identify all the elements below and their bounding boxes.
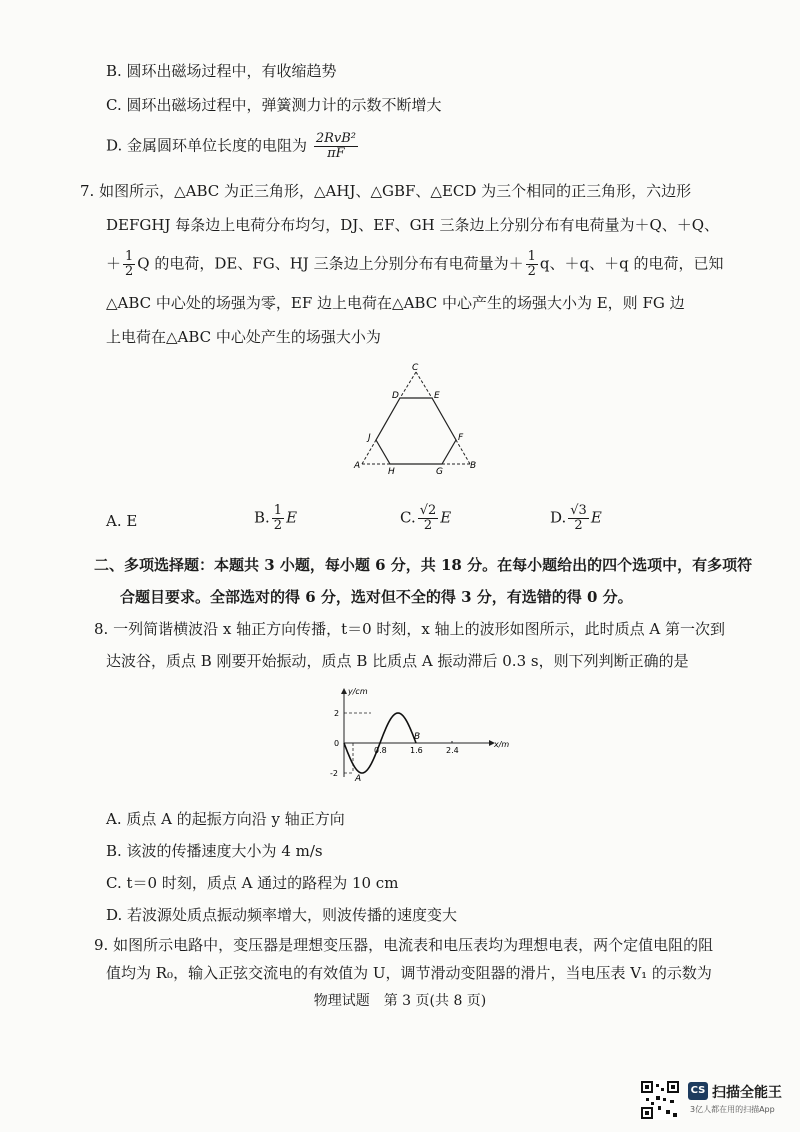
dash-bf: [456, 440, 470, 464]
fraction-denominator: πF: [327, 146, 345, 161]
section-2-heading-line-2: 合题目要求。全部选对的得 6 分，选对但不全的得 3 分，有选错的得 0 分。: [120, 588, 633, 606]
label-f: F: [458, 433, 464, 443]
dash-aj: [362, 440, 376, 464]
q6-option-b: B. 圆环出磁场过程中，有收缩趋势: [106, 62, 337, 80]
q7-option-d-suffix: E: [590, 508, 602, 527]
q7-triangle-figure: [350, 360, 490, 480]
camscanner-logo-icon: CS: [688, 1082, 708, 1100]
label-d: D: [392, 391, 399, 401]
q7-option-b-fraction: [272, 504, 284, 533]
fraction-numerator: 1: [273, 503, 283, 518]
q7-line-1: 7. 如图所示，△ABC 为正三角形，△AHJ、△GBF、△ECD 为三个相同的正三角形，六边形: [80, 182, 692, 200]
x-tick-2-4: 2.4: [446, 746, 459, 755]
q7-option-d-label: D.: [550, 508, 567, 527]
hexagon-defghj: [376, 398, 456, 464]
q7-line-3-a: ＋: [106, 254, 122, 273]
q8-option-c: C. t＝0 时刻，质点 A 通过的路程为 10 cm: [106, 874, 399, 892]
q7-half-fraction-2: [526, 250, 538, 279]
q7-option-c-suffix: E: [440, 508, 452, 527]
fraction-numerator: 2RvB²: [315, 131, 356, 146]
q7-line-3: [106, 250, 723, 279]
q6-option-d-text: D. 金属圆环单位长度的电阻为: [106, 136, 308, 155]
q7-option-c-label: C.: [400, 508, 416, 527]
q7-line-3-c: q、＋q、＋q 的电荷，已知: [539, 254, 724, 273]
q8-line-1: 8. 一列简谐横波沿 x 轴正方向传播，t＝0 时刻，x 轴上的波形如图所示，此时质点 A 第一次到: [94, 620, 726, 638]
label-g: G: [436, 467, 443, 477]
q7-line-2: DEFGHJ 每条边上电荷分布均匀，DJ、EF、GH 三条边上分别分布有电荷量为＋Q、＋Q、: [106, 216, 720, 234]
label-h: H: [388, 467, 395, 477]
label-b: B: [470, 461, 477, 471]
fraction-denominator: 2: [423, 518, 433, 533]
q7-option-a: A. E: [106, 512, 138, 530]
q9-line-2: 值均为 R₀，输入正弦交流电的有效值为 U，调节滑动变阻器的滑片，当电压表 V₁ 的示数为: [106, 964, 712, 982]
fraction-denominator: 2: [273, 518, 283, 533]
q8-wave-graph: [320, 685, 520, 785]
label-j: J: [368, 433, 371, 443]
fraction-denominator: 2: [125, 264, 134, 279]
q7-option-d: [550, 504, 602, 533]
y-tick-zero: 0: [334, 739, 340, 748]
q7-line-3-b: Q 的电荷，DE、FG、HJ 三条边上分别分布有电荷量为＋: [137, 254, 524, 273]
dash-ce: [416, 372, 432, 398]
page-footer: 物理试题 第 3 页(共 8 页): [313, 993, 487, 1009]
q7-half-fraction: [123, 250, 135, 279]
q7-option-b: [254, 504, 297, 533]
q7-option-c-fraction: [418, 504, 439, 533]
q8-option-d: D. 若波源处质点振动频率增大，则波传播的速度变大: [106, 906, 458, 924]
fraction-numerator: 1: [125, 249, 134, 264]
fraction-denominator: 2: [527, 264, 536, 279]
q7-line-4: △ABC 中心处的场强为零，EF 边上电荷在△ABC 中心产生的场强大小为 E，则 FG 边: [106, 294, 685, 312]
q6-option-d: [106, 132, 360, 161]
fraction-numerator: √2: [419, 503, 437, 518]
label-c: C: [412, 363, 419, 373]
q9-line-1: 9. 如图所示电路中，变压器是理想变压器，电流表和电压表均为理想电表，两个定值电阻的阻: [94, 936, 714, 954]
q6-option-d-fraction: [314, 132, 358, 161]
y-axis-arrow: [341, 688, 347, 694]
y-tick-bottom: -2: [330, 769, 338, 778]
q7-option-b-label: B.: [254, 508, 270, 527]
fraction-numerator: √3: [570, 503, 587, 518]
qr-code-icon: [640, 1080, 680, 1120]
section-2-heading-line-1: 二、多项选择题：本题共 3 小题，每小题 6 分，共 18 分。在每小题给出的四个选项中，有多项符: [94, 556, 753, 574]
x-axis-label: x/m: [494, 740, 510, 749]
dash-cd: [400, 372, 416, 398]
fraction-numerator: 1: [527, 249, 536, 264]
label-a: A: [354, 461, 361, 471]
brand-tagline: 3亿人都在用的扫描App: [690, 1105, 775, 1114]
brand-name: 扫描全能王: [712, 1085, 782, 1101]
q7-line-5: 上电荷在△ABC 中心处产生的场强大小为: [106, 328, 381, 346]
q8-option-b: B. 该波的传播速度大小为 4 m/s: [106, 842, 323, 860]
x-tick-1-6: 1.6: [410, 746, 423, 755]
y-tick-top: 2: [334, 709, 340, 718]
q8-line-2: 达波谷，质点 B 刚要开始振动，质点 B 比质点 A 振动滞后 0.3 s，则下列判断正确的是: [106, 652, 689, 670]
x-tick-0-8: 0.8: [374, 746, 387, 755]
q7-option-d-fraction: [568, 504, 589, 533]
q7-option-b-suffix: E: [286, 508, 298, 527]
point-b-label: B: [414, 732, 421, 742]
q6-option-c: C. 圆环出磁场过程中，弹簧测力计的示数不断增大: [106, 96, 442, 114]
point-a-label: A: [355, 774, 362, 784]
q8-option-a: A. 质点 A 的起振方向沿 y 轴正方向: [106, 810, 345, 828]
label-e: E: [434, 391, 440, 401]
q7-option-c: [400, 504, 451, 533]
fraction-denominator: 2: [574, 518, 583, 533]
y-axis-label: y/cm: [348, 687, 368, 696]
